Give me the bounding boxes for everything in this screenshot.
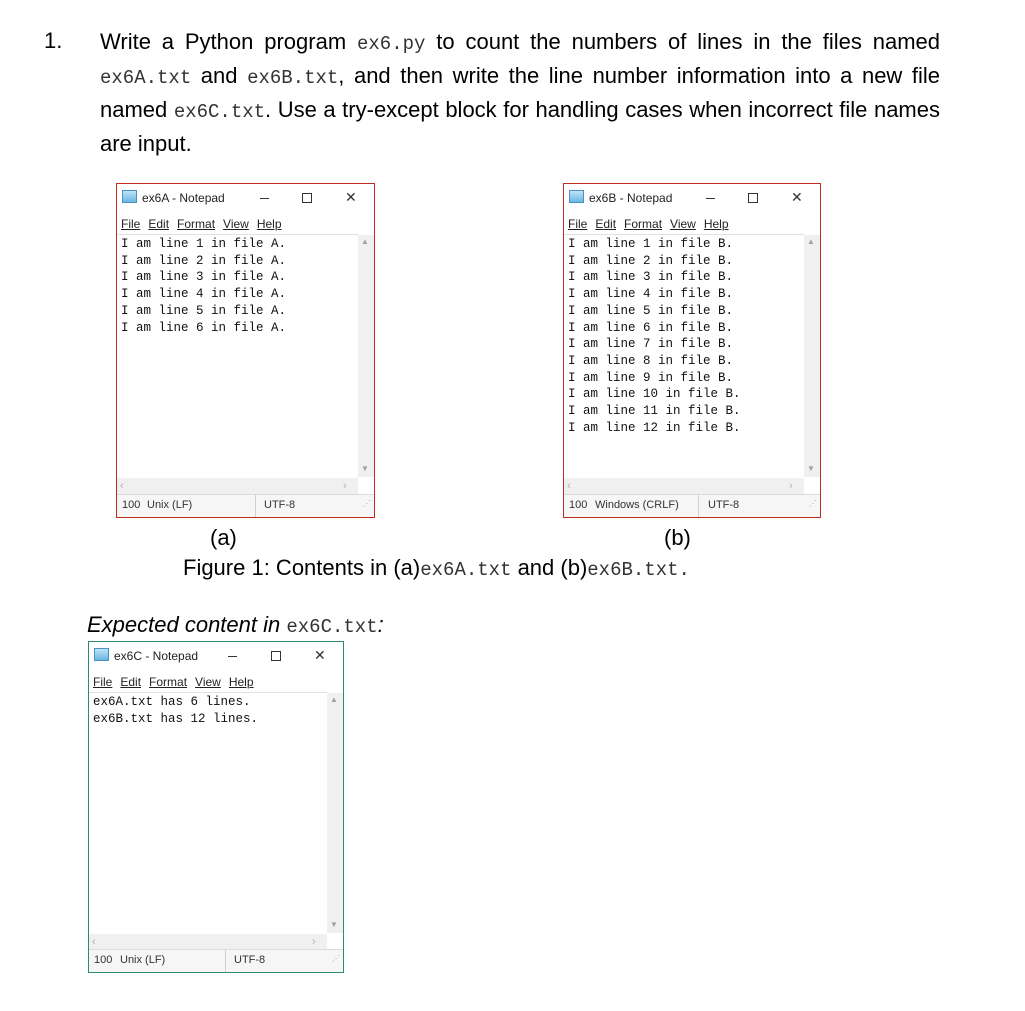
file-content[interactable]: ex6A.txt has 6 lines. ex6B.txt has 12 lines. <box>93 695 259 726</box>
notepad-window-b <box>563 183 821 518</box>
scroll-up-icon[interactable]: ▲ <box>807 237 815 246</box>
menu-format[interactable]: Format <box>624 217 663 231</box>
caption-text: and (b) <box>511 555 588 580</box>
scroll-left-icon[interactable]: ‹ <box>92 936 96 948</box>
notepad-window-c <box>88 641 344 973</box>
subfigure-label-a: (a) <box>210 525 237 550</box>
question-number: 1. <box>44 28 63 53</box>
zoom-level: 100 <box>569 499 588 511</box>
horizontal-scrollbar[interactable] <box>564 478 804 494</box>
maximize-icon[interactable] <box>271 651 281 661</box>
maximize-icon[interactable] <box>748 193 758 203</box>
scroll-right-icon[interactable]: › <box>343 480 347 492</box>
horizontal-scrollbar[interactable] <box>117 478 358 494</box>
expected-text: : <box>377 612 384 637</box>
minimize-icon[interactable] <box>260 198 269 199</box>
notepad-window-a <box>116 183 375 518</box>
status-divider <box>698 495 699 517</box>
vertical-scrollbar[interactable] <box>358 235 374 477</box>
caption-text: Figure 1: Contents in (a) <box>183 555 421 580</box>
vertical-scrollbar[interactable] <box>327 693 343 933</box>
line-ending: Windows (CRLF) <box>595 499 679 511</box>
line-ending: Unix (LF) <box>120 954 166 966</box>
menu-view[interactable]: View <box>223 217 249 231</box>
menu-edit[interactable]: Edit <box>148 217 170 231</box>
title-bar[interactable] <box>564 184 820 212</box>
menu-format[interactable]: Format <box>177 217 216 231</box>
menu-file[interactable]: File <box>121 217 141 231</box>
resize-grip-icon[interactable]: ⋰ <box>332 954 340 963</box>
menu-file[interactable]: File <box>568 217 588 231</box>
menu-bar <box>93 675 262 689</box>
encoding: UTF-8 <box>264 499 296 511</box>
zoom-level: 100 <box>94 954 113 966</box>
menu-bar <box>568 217 737 231</box>
menu-help[interactable]: Help <box>703 217 729 231</box>
notepad-icon <box>569 190 584 203</box>
code-filename: ex6.py <box>357 33 426 55</box>
close-icon[interactable]: ✕ <box>791 189 803 205</box>
question-text-part: and <box>191 63 248 88</box>
scroll-left-icon[interactable]: ‹ <box>567 480 571 492</box>
menu-format[interactable]: Format <box>149 675 188 689</box>
window-title: ex6A - Notepad <box>142 191 225 205</box>
menu-edit[interactable]: Edit <box>120 675 142 689</box>
figure-caption <box>183 555 690 581</box>
status-bar <box>117 494 374 517</box>
question-text-part: , and then write the line number information into a new file named <box>100 63 940 122</box>
question-text-part: Write a Python program <box>100 29 357 54</box>
question-text <box>100 26 940 159</box>
notepad-icon <box>94 648 109 661</box>
scroll-right-icon[interactable]: › <box>312 936 316 948</box>
status-bar <box>564 494 820 517</box>
line-ending: Unix (LF) <box>147 499 193 511</box>
menu-view[interactable]: View <box>670 217 696 231</box>
code-filename: ex6B.txt. <box>587 559 690 581</box>
menu-bar <box>121 217 290 231</box>
minimize-icon[interactable] <box>228 656 237 657</box>
code-filename: ex6C.txt <box>173 101 266 123</box>
scroll-right-icon[interactable]: › <box>789 480 793 492</box>
minimize-icon[interactable] <box>706 198 715 199</box>
encoding: UTF-8 <box>234 954 266 966</box>
title-bar[interactable] <box>117 184 374 212</box>
scroll-down-icon[interactable]: ▼ <box>330 920 338 929</box>
resize-grip-icon[interactable]: ⋰ <box>363 499 371 508</box>
question-text-part: to count the numbers of lines in the files named <box>425 29 940 54</box>
menu-help[interactable]: Help <box>256 217 282 231</box>
code-filename: ex6C.txt <box>286 616 378 638</box>
scroll-down-icon[interactable]: ▼ <box>361 464 369 473</box>
status-divider <box>225 950 226 972</box>
expected-text: Expected content in <box>87 612 287 637</box>
status-divider <box>255 495 256 517</box>
scroll-down-icon[interactable]: ▼ <box>807 464 815 473</box>
zoom-level: 100 <box>122 499 141 511</box>
vertical-scrollbar[interactable] <box>804 235 820 477</box>
horizontal-scrollbar[interactable] <box>89 934 327 950</box>
question-text-part: . Use a try-except block for handling cases when incorrect file names are input. <box>100 97 940 156</box>
scroll-left-icon[interactable]: ‹ <box>120 480 124 492</box>
menu-help[interactable]: Help <box>228 675 254 689</box>
menu-file[interactable]: File <box>93 675 113 689</box>
menu-edit[interactable]: Edit <box>595 217 617 231</box>
scroll-up-icon[interactable]: ▲ <box>361 237 369 246</box>
window-title: ex6C - Notepad <box>114 649 199 663</box>
encoding: UTF-8 <box>708 499 740 511</box>
title-bar[interactable] <box>89 642 343 670</box>
scroll-up-icon[interactable]: ▲ <box>330 695 338 704</box>
file-content[interactable]: I am line 1 in file B. I am line 2 in file B. I am line 3 in file B. I am line 4 in file B. I am line 5 in file B. I am line 6 in file B. I am line 7 in file B. I am line 8 in file B. I am line 9 in file B. I am line 10 in file B. I am line 11 in file B. I am line 12 in file B. <box>568 237 741 435</box>
close-icon[interactable]: ✕ <box>345 189 357 205</box>
resize-grip-icon[interactable]: ⋰ <box>809 499 817 508</box>
text-editor[interactable] <box>89 692 327 931</box>
code-filename: ex6A.txt <box>420 559 512 581</box>
code-filename: ex6A.txt <box>100 67 192 89</box>
expected-heading <box>87 612 384 638</box>
notepad-icon <box>122 190 137 203</box>
window-title: ex6B - Notepad <box>589 191 673 205</box>
menu-view[interactable]: View <box>195 675 221 689</box>
file-content[interactable]: I am line 1 in file A. I am line 2 in file A. I am line 3 in file A. I am line 4 in file A. I am line 5 in file A. I am line 6 in file A. <box>121 237 287 335</box>
code-filename: ex6B.txt <box>247 67 339 89</box>
status-bar <box>89 949 343 972</box>
maximize-icon[interactable] <box>302 193 312 203</box>
subfigure-label-b: (b) <box>664 525 691 550</box>
close-icon[interactable]: ✕ <box>314 647 326 663</box>
